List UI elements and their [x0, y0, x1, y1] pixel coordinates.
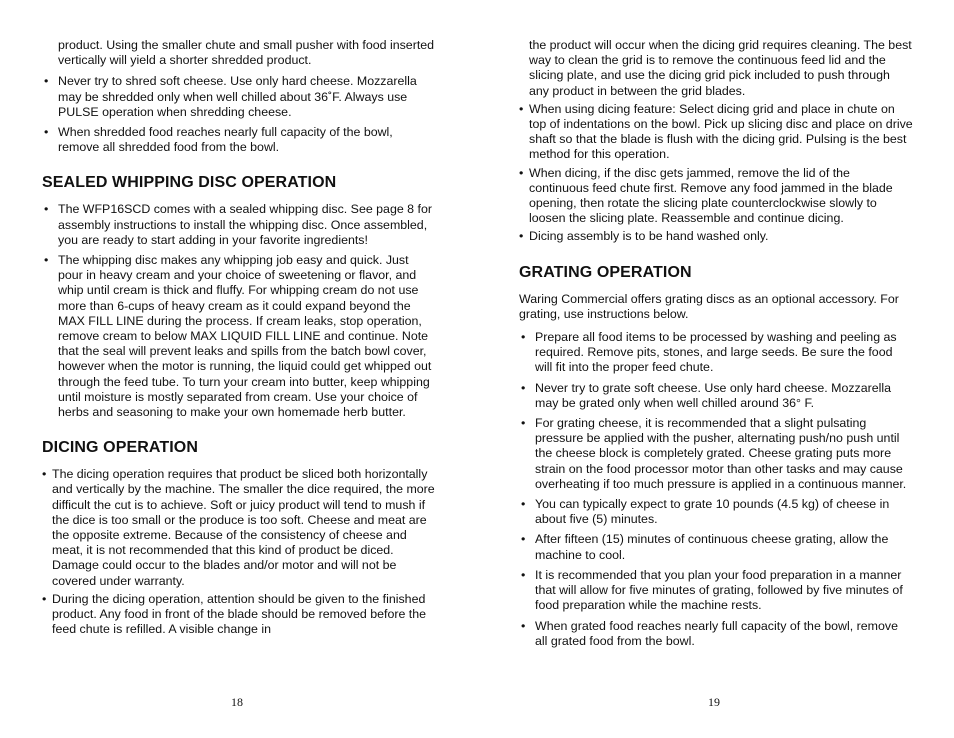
list-item: • After fifteen (15) minutes of continuous cheese grating, allow the machine to cool.: [519, 532, 913, 562]
dicing-continued-bullet-list: [519, 38, 913, 245]
list-item: • Dicing assembly is to be hand washed only.: [519, 229, 913, 244]
list-item: • When dicing, if the disc gets jammed, remove the lid of the continuous feed chute first. Remove any food jammed in the blade opening, then rotate the slicing plate counterclockwise slowly to loosen the slicing plate. Reassemble and continue dicing.: [519, 166, 913, 227]
list-item: • Never try to grate soft cheese. Use only hard cheese. Mozzarella may be grated only when well chilled around 36° F.: [519, 381, 913, 411]
list-item: • The whipping disc makes any whipping job easy and quick. Just pour in heavy cream and your choice of sweetening or flavor, and whip until cream is thick and fluffy. For whipping cream do not use more than 6-cups of heavy cream as it could expand beyond the MAX FILL LINE during the process. If cream leaks, stop operation, remove cream to below MAX LIQUID FILL LINE and continue. Note that the seal will prevent leaks and spills from the batch bowl cover, however when the motor is running, the liquid could get whipped out through the feed tube. To turn your cream into butter, keep whipping until moisture is mostly separated from cream. Use your choice of herbs and seasoning to make your own homemade herb butter.: [42, 253, 436, 420]
shredding-bullet-list: [42, 74, 436, 155]
list-item: • During the dicing operation, attention should be given to the finished product. Any food in front of the blade should be removed before the feed chute is refilled. A visible change in: [42, 592, 436, 638]
list-item: • For grating cheese, it is recommended that a slight pulsating pressure be applied with the pusher, alternating push/no push until the cheese block is completely grated. Cheese grating puts more strain on the food processor motor than other tasks and may cause overheating if too much pressure is applied in a continuous manner.: [519, 416, 913, 492]
list-item-continued: the product will occur when the dicing grid requires cleaning. The best way to clean the grid is to remove the continuous feed lid and the slicing plate, and use the dicing grid pick included to push through any product in between the grid blades.: [529, 38, 912, 98]
page-number-left: 18: [231, 695, 243, 709]
list-item: • When shredded food reaches nearly full capacity of the bowl, remove all shredded food from the bowl.: [42, 125, 436, 155]
whipping-bullet-list: [42, 202, 436, 420]
list-item: • Never try to shred soft cheese. Use only hard cheese. Mozzarella may be shredded only when well chilled about 36˚F. Always use PULSE operation when shredding cheese.: [42, 74, 436, 120]
right-page: [519, 38, 913, 654]
list-item: • When grated food reaches nearly full capacity of the bowl, remove all grated food from the bowl.: [519, 619, 913, 649]
left-page: [42, 38, 436, 641]
list-item: • When using dicing feature: Select dicing grid and place in chute on top of indentations on the bowl. Pick up slicing disc and place on drive shaft so that the blade is flush with the dicing grid. Pulsing is the best method for this operation.: [519, 102, 913, 163]
grating-intro-paragraph: Waring Commercial offers grating discs as an optional accessory. For grating, use instructions below.: [519, 291, 899, 321]
list-item: • Prepare all food items to be processed by washing and peeling as required. Remove pits, stones, and large seeds. Be sure the food will fit into the proper feed chute.: [519, 330, 913, 376]
list-item: • The dicing operation requires that product be sliced both horizontally and vertically by the machine. The smaller the dice required, the more difficult the cut is to achieve. Soft or juicy product will tend to mush if the dice is too small or the produce is too soft. Cheese and meat are the opposite extreme. Because of the consistency of cheese and meat, it is not recommended that this kind of product be diced. Damage could occur to the blades and/or motor and will not be covered under warranty.: [42, 467, 436, 589]
dicing-section-heading: DICING OPERATION: [42, 439, 198, 457]
dicing-bullet-list: [42, 467, 436, 637]
list-item: • You can typically expect to grate 10 pounds (4.5 kg) of cheese in about five (5) minutes.: [519, 497, 913, 527]
list-item: • It is recommended that you plan your food preparation in a manner that will allow for five minutes of grating, followed by five minutes of food preparation while the machine rests.: [519, 568, 913, 614]
whipping-section-heading: SEALED WHIPPING DISC OPERATION: [42, 174, 337, 192]
list-item: • The WFP16SCD comes with a sealed whipping disc. See page 8 for assembly instructions to install the whipping disc. Once assembled, you are ready to start adding in your favorite ingredients!: [42, 202, 436, 248]
continued-paragraph: product. Using the smaller chute and small pusher with food inserted vertically will yield a shorter shredded product.: [58, 38, 435, 68]
page-number-right: 19: [708, 695, 720, 709]
grating-section-heading: GRATING OPERATION: [519, 263, 692, 281]
grating-bullet-list: [519, 330, 913, 649]
